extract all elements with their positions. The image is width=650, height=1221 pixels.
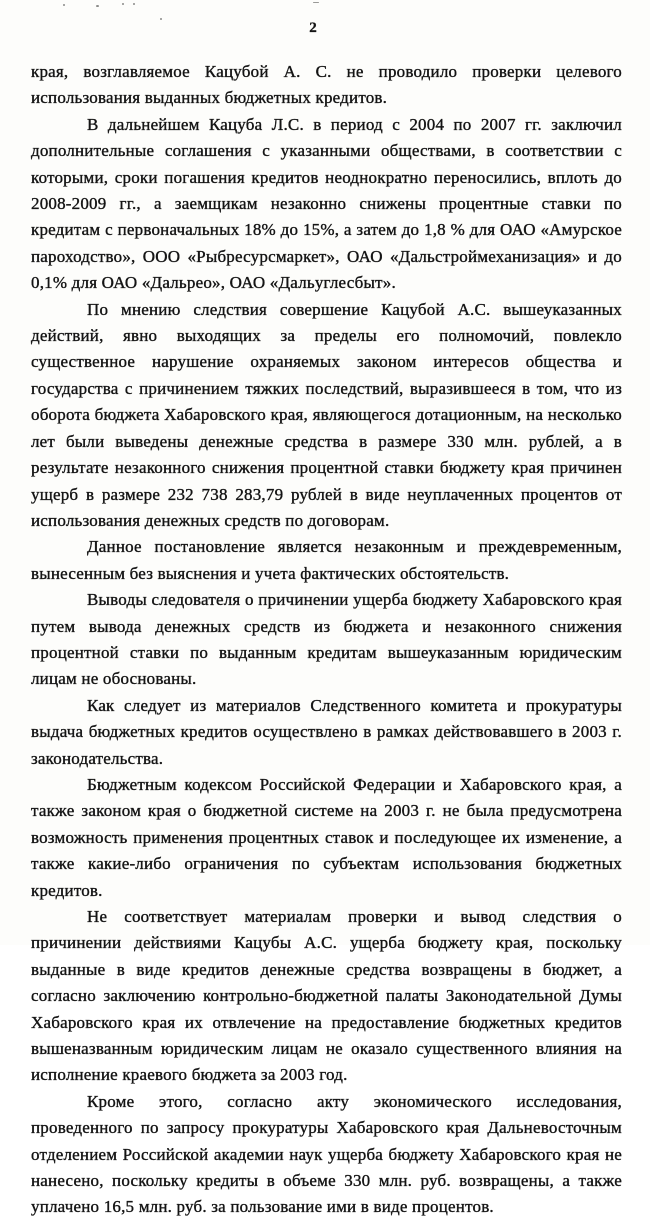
scan-speck xyxy=(96,5,99,7)
paragraph: По мнению следствия совершение Кацубой А.С. вышеуказанных действий, явно выходящих за пределы его полномочий, повлекло существенное нарушение охраняемых законом интересов общества и государства с причинением тяжких последствий, выразившееся в том, что из оборота бюджета Хабаровского края, являющегося дотационным, на несколько лет были выведены денежные средства в размере 330 млн. рублей, а в результате незаконного снижения процентной ставки бюджету края причинен ущерб в размере 232 738 283,79 рублей в виде неуплаченных процентов от использования денежных средств по договорам. xyxy=(31,299,622,530)
scan-speck xyxy=(63,4,65,6)
paragraph: Данное постановление является незаконным и преждевременным, вынесенным без выяснения и учета фактических обстоятельств. xyxy=(31,537,622,583)
paragraph: Как следует из материалов Следственного комитета и прокуратуры выдача бюджетных кредитов осуществлено в рамках действовавшего в 2003 г. законодательства. xyxy=(31,695,622,768)
scan-speck xyxy=(122,3,124,5)
scan-mark xyxy=(313,2,319,3)
page-number: 2 xyxy=(309,20,317,36)
paragraph: Кроме этого, согласно акту экономического исследования, проведенного по запросу прокуратуры Хабаровского края Дальневосточным отделением Российской академии наук ущерба бюджету Хабаровского края не нанесено, поскольку кредиты в объеме 330 млн. руб. возвращены, а также уплачено 16,5 млн. руб. за пользование ими в виде процентов. xyxy=(31,1091,622,1217)
document-body xyxy=(31,59,622,1221)
paragraph: Выводы следователя о причинении ущерба бюджету Хабаровского края путем вывода денежных средств из бюджета и незаконного снижения процентной ставки по выданным кредитам вышеуказанным юридическим лицам не обоснованы. xyxy=(31,590,622,689)
paragraph: края, возглавляемое Кацубой А. С. не проводило проверки целевого использования выданных бюджетных кредитов. xyxy=(31,62,622,108)
paragraph: Не соответствует материалам проверки и вывод следствия о причинении действиями Кацубы А.С. ущерба бюджету края, поскольку выданные в виде кредитов денежные средства возвращены в бюджет, а согласно заключению контрольно-бюджетной палаты Законодательной Думы Хабаровского края их отвлечение на предоставление бюджетных кредитов вышеназванным юридическим лицам не оказало существенного влияния на исполнение краевого бюджета за 2003 год. xyxy=(31,907,622,1085)
scan-speck xyxy=(160,18,162,20)
scan-speck xyxy=(133,3,135,5)
paragraph: В дальнейшем Кацуба Л.С. в период с 2004 по 2007 гг. заключил дополнительные соглашения с указанными обществами, в соответствии с которыми, сроки погашения кредитов неоднократно переносились, вплоть до 2008-2009 гг., а заемщикам незаконно снижены процентные ставки по кредитам с первоначальных 18% до 15%, а затем до 1,8 % для ОАО «Амурское пароходство», ООО «Рыбресурсмаркет», ОАО «Дальстроймеханизация» и до 0,1% для ОАО «Дальрео», ОАО «Дальуглесбыт». xyxy=(31,114,622,293)
paragraph: Бюджетным кодексом Российской Федерации и Хабаровского края, а также законом края о бюджетной системе на 2003 г. не была предусмотрена возможность применения процентных ставок и последующее их изменение, а также какие-либо ограничения по субъектам использования бюджетных кредитов. xyxy=(31,774,622,900)
